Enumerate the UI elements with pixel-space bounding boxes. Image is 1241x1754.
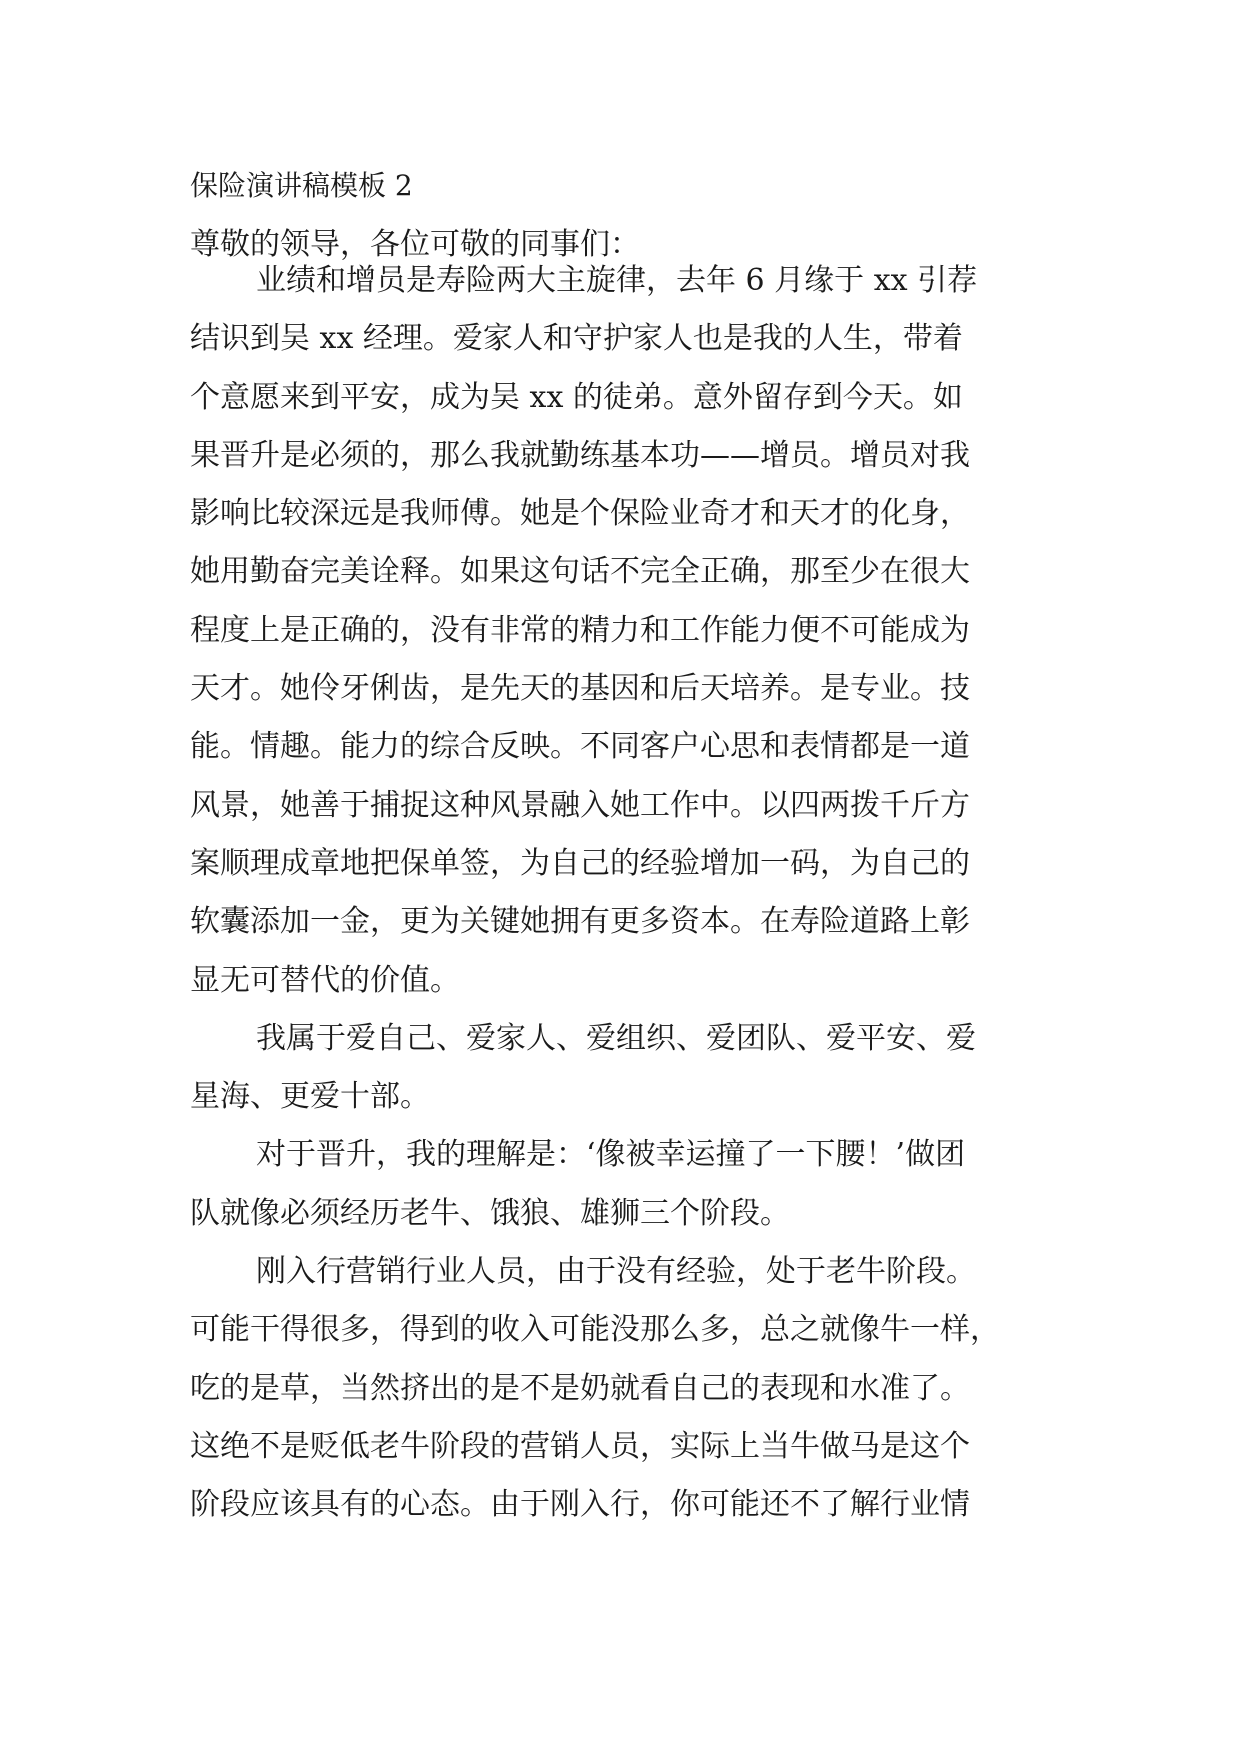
body-text [190,252,1050,1535]
text-line: 我属于爱自己、爱家人、爱组织、爱团队、爱平安、爱 [256,1020,976,1056]
text-line: 队就像必须经历老牛、饿狼、雄狮三个阶段。 [190,1195,790,1231]
text-line: 结识到吴 xx 经理。爱家人和守护家人也是我的人生，带着 [190,321,963,357]
text-line: 程度上是正确的，没有非常的精力和工作能力便不可能成为 [190,612,970,648]
text-line: 案顺理成章地把保单签，为自己的经验增加一码，为自己的 [190,845,970,881]
text-line: 阶段应该具有的心态。由于刚入行，你可能还不了解行业情 [190,1487,970,1523]
text-line: 刚入行营销行业人员，由于没有经验，处于老牛阶段。 [256,1254,976,1290]
text-line: 果晋升是必须的，那么我就勤练基本功——增员。增员对我 [190,437,970,473]
text-line: 风景，她善于捕捉这种风景融入她工作中。以四两拨千斤方 [190,787,970,823]
text-line: 星海、更爱十部。 [190,1079,430,1115]
text-line: 这绝不是贬低老牛阶段的营销人员，实际上当牛做马是这个 [190,1428,970,1464]
text-line: 能。情趣。能力的综合反映。不同客户心思和表情都是一道 [190,729,970,765]
text-line: 吃的是草，当然挤出的是不是奶就看自己的表现和水准了。 [190,1370,970,1406]
text-line: 对于晋升，我的理解是：‘像被幸运撞了一下腰！’做团 [256,1137,966,1173]
text-line: 可能干得很多，得到的收入可能没那么多，总之就像牛一样， [190,1312,1000,1348]
text-line: 业绩和增员是寿险两大主旋律，去年 6 月缘于 xx 引荐 [256,263,978,298]
text-line: 软囊添加一金，更为关键她拥有更多资本。在寿险道路上彰 [190,904,970,940]
document-title: 保险演讲稿模板 2 [190,169,413,202]
text-line: 个意愿来到平安，成为吴 xx 的徒弟。意外留存到今天。如 [190,379,963,415]
text-line: 显无可替代的价值。 [190,962,460,998]
salutation: 尊敬的领导，各位可敬的同事们： [190,227,640,262]
text-line: 影响比较深远是我师傅。她是个保险业奇才和天才的化身， [190,496,970,532]
text-line: 天才。她伶牙俐齿，是先天的基因和后天培养。是专业。技 [190,671,970,707]
text-line: 她用勤奋完美诠释。如果这句话不完全正确，那至少在很大 [190,554,970,590]
